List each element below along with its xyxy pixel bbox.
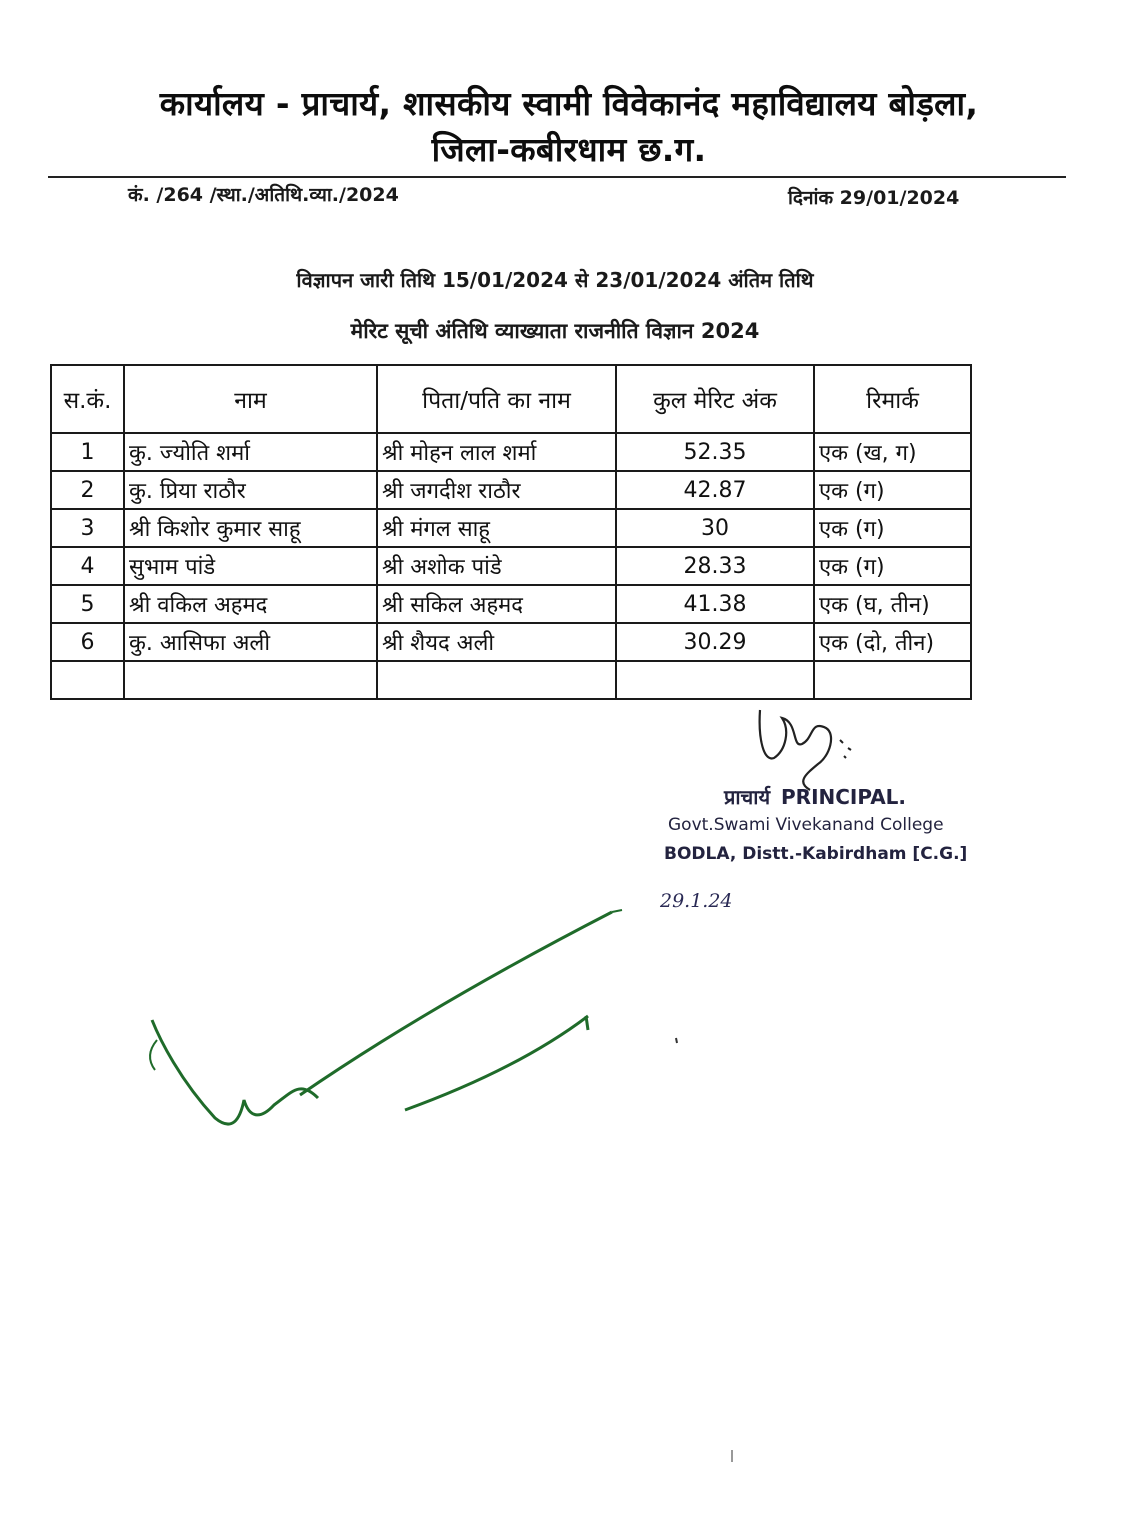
cell-father-name: श्री अशोक पांडे xyxy=(377,547,616,585)
cell-name: सुभाम पांडे xyxy=(124,547,377,585)
college-name: Govt.Swami Vivekanand College xyxy=(668,815,944,835)
principal-title xyxy=(724,783,906,810)
cell-name: श्री किशोर कुमार साहू xyxy=(124,509,377,547)
cell-serial: 1 xyxy=(51,433,124,471)
cell-serial: 2 xyxy=(51,471,124,509)
column-header-name: नाम xyxy=(124,365,377,433)
table-row xyxy=(51,433,971,471)
cell-serial: 6 xyxy=(51,623,124,661)
table-row xyxy=(51,585,971,623)
principal-title-english: PRINCIPAL. xyxy=(781,785,907,809)
cell-remark: एक (ख, ग) xyxy=(814,433,971,471)
cell-name: कु. प्रिया राठौर xyxy=(124,471,377,509)
principal-title-hindi: प्राचार्य xyxy=(724,785,771,809)
column-header-marks: कुल मेरिट अंक xyxy=(616,365,814,433)
merit-table xyxy=(50,364,972,700)
cell-father-name: श्री जगदीश राठौर xyxy=(377,471,616,509)
cell-name: कु. आसिफा अली xyxy=(124,623,377,661)
reference-number: कं. /264 /स्था./अतिथि.व्या./2024 xyxy=(128,184,399,206)
handwritten-date: 29.1.24 xyxy=(660,890,733,912)
table-row xyxy=(51,623,971,661)
cell-marks: 41.38 xyxy=(616,585,814,623)
header-divider xyxy=(48,176,1066,178)
cell-father-name: श्री मंगल साहू xyxy=(377,509,616,547)
cell-marks: 52.35 xyxy=(616,433,814,471)
cell-remark: एक (दो, तीन) xyxy=(814,623,971,661)
cell-empty xyxy=(814,661,971,699)
table-row xyxy=(51,509,971,547)
table-header-row xyxy=(51,365,971,433)
office-heading-line1: कार्यालय - प्राचार्य, शासकीय स्वामी विवेकानंद महाविद्यालय बोड़ला, xyxy=(159,84,979,123)
cell-remark: एक (ग) xyxy=(814,547,971,585)
cell-name: श्री वकिल अहमद xyxy=(124,585,377,623)
cell-empty xyxy=(616,661,814,699)
cell-father-name: श्री सकिल अहमद xyxy=(377,585,616,623)
letter-date: दिनांक 29/01/2024 xyxy=(788,187,960,209)
table-row-empty xyxy=(51,661,971,699)
cell-remark: एक (ग) xyxy=(814,509,971,547)
college-place: BODLA, Distt.-Kabirdham [C.G.] xyxy=(664,844,968,864)
cell-serial: 3 xyxy=(51,509,124,547)
cell-father-name: श्री शैयद अली xyxy=(377,623,616,661)
cell-name: कु. ज्योति शर्मा xyxy=(124,433,377,471)
cell-father-name: श्री मोहन लाल शर्मा xyxy=(377,433,616,471)
cell-empty xyxy=(51,661,124,699)
cell-marks: 42.87 xyxy=(616,471,814,509)
cell-marks: 30 xyxy=(616,509,814,547)
cell-remark: एक (घ, तीन) xyxy=(814,585,971,623)
table-row xyxy=(51,547,971,585)
cell-serial: 5 xyxy=(51,585,124,623)
cell-marks: 30.29 xyxy=(616,623,814,661)
advertisement-dates: विज्ञापन जारी तिथि 15/01/2024 से 23/01/2024 अंतिम तिथि xyxy=(296,268,814,292)
cell-marks: 28.33 xyxy=(616,547,814,585)
cell-empty xyxy=(377,661,616,699)
table-row xyxy=(51,471,971,509)
cell-remark: एक (ग) xyxy=(814,471,971,509)
column-header-serial: स.कं. xyxy=(51,365,124,433)
column-header-father-name: पिता/पति का नाम xyxy=(377,365,616,433)
office-heading-line2: जिला-कबीरधाम छ.ग. xyxy=(431,130,707,169)
column-header-remark: रिमार्क xyxy=(814,365,971,433)
merit-list-title: मेरिट सूची अंतिथि व्याख्याता राजनीति विज्ञान 2024 xyxy=(350,319,760,343)
cell-empty xyxy=(124,661,377,699)
cell-serial: 4 xyxy=(51,547,124,585)
